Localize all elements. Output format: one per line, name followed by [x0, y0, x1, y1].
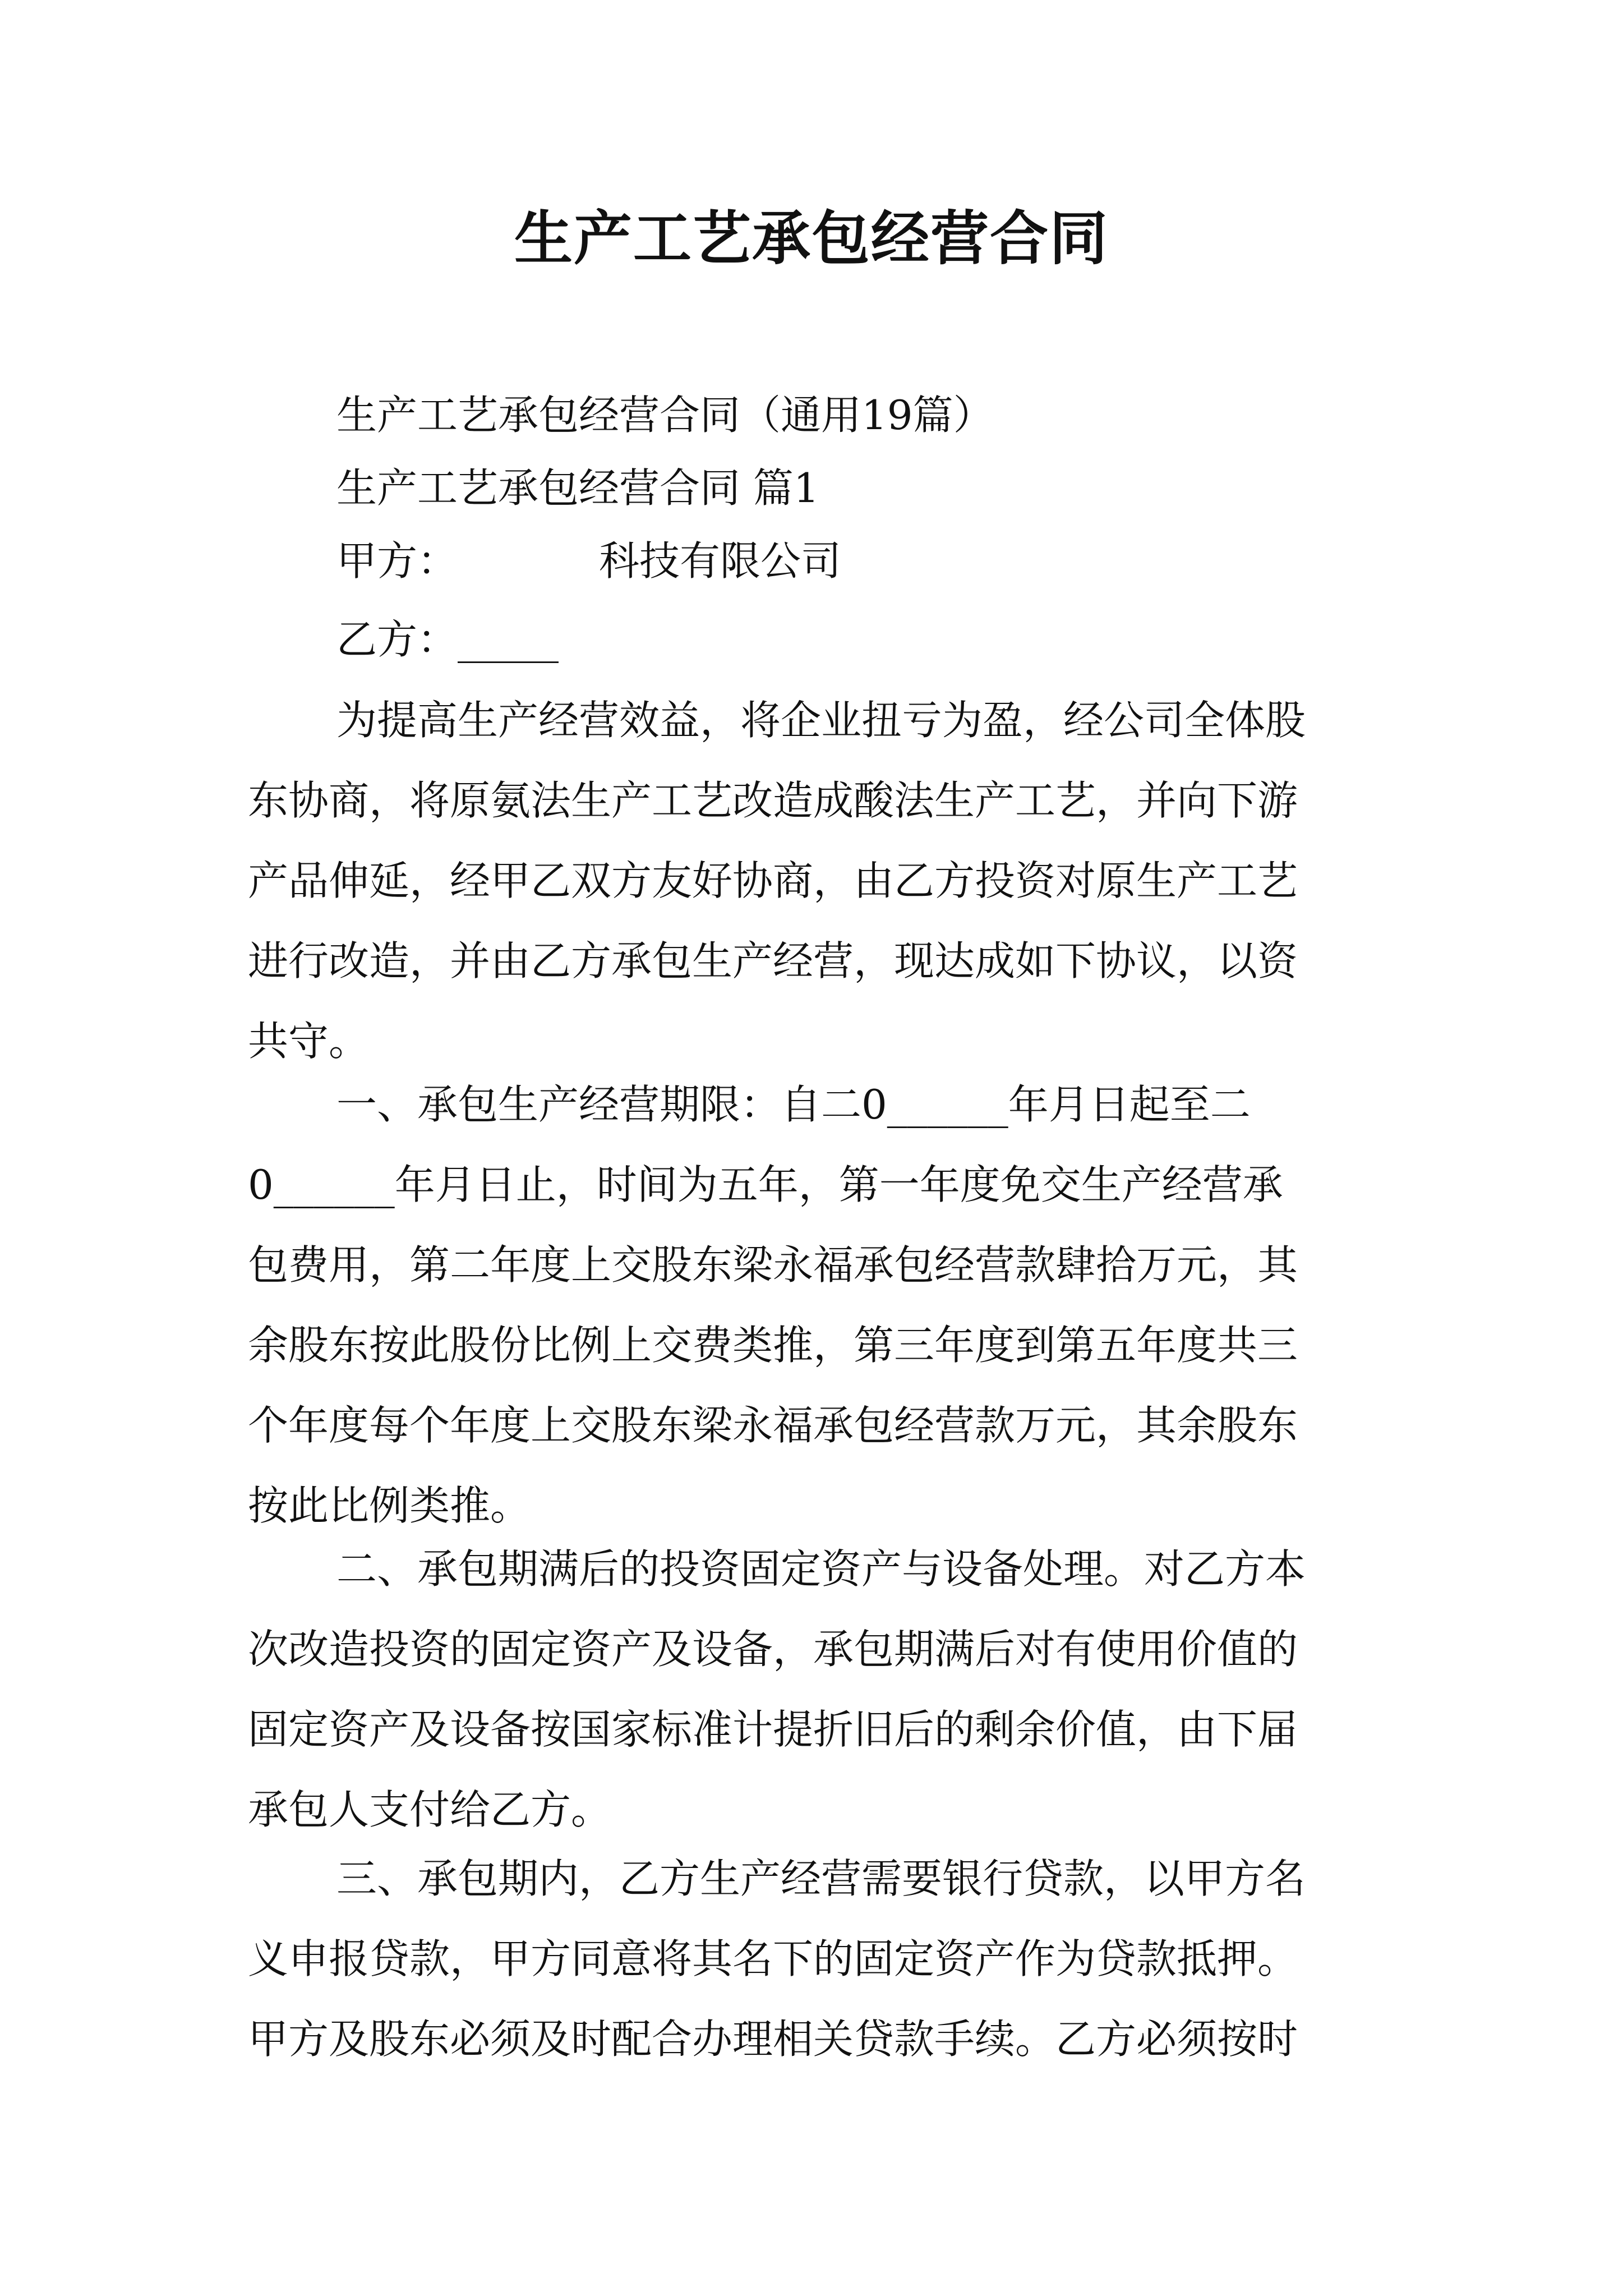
text-line: 为提高生产经营效益，将企业扭亏为盈，经公司全体股: [336, 697, 1306, 744]
text-line: 二、承包期满后的投资固定资产与设备处理。对乙方本: [336, 1545, 1306, 1593]
text-line: 义申报贷款，甲方同意将其名下的固定资产作为贷款抵押。: [248, 1935, 1298, 1982]
document-subtitle: 生产工艺承包经营合同（通用19篇）: [336, 392, 994, 439]
party-a-line: 甲方： 科技有限公司: [336, 537, 842, 585]
text-line: 东协商，将原氨法生产工艺改造成酸法生产工艺，并向下游: [248, 777, 1298, 824]
paragraph-clause-2: [248, 1529, 1375, 1850]
paragraph-clause-1: [248, 1065, 1375, 1546]
text-line: 固定资产及设备按国家标准计提折旧后的剩余价值，由下届: [248, 1706, 1298, 1753]
text-line: 0______年月日止，时间为五年，第一年度免交生产经营承: [248, 1161, 1283, 1208]
section-heading: 生产工艺承包经营合同 篇1: [336, 464, 819, 512]
text-line: 甲方及股东必须及时配合办理相关贷款手续。乙方必须按时: [248, 2016, 1298, 2063]
text-line: 共守。: [248, 1018, 370, 1065]
text-line: 余股东按此股份比例上交费类推，第三年度到第五年度共三: [248, 1322, 1298, 1369]
text-line: 个年度每个年度上交股东梁永福承包经营款万元，其余股东: [248, 1402, 1298, 1449]
document-title: 生产工艺承包经营合同: [514, 204, 1109, 273]
text-line: 进行改造，并由乙方承包生产经营，现达成如下协议，以资: [248, 937, 1298, 984]
text-line: 产品伸延，经甲乙双方友好协商，由乙方投资对原生产工艺: [248, 857, 1298, 904]
paragraph-preamble: [248, 680, 1375, 1082]
text-line: 承包人支付给乙方。: [248, 1786, 612, 1833]
paragraph-clause-3: [248, 1839, 1375, 2079]
text-line: 按此比例类推。: [248, 1482, 531, 1529]
text-line: 一、承包生产经营期限：自二0______年月日起至二: [336, 1081, 1251, 1128]
party-b-line: 乙方：_____: [336, 616, 559, 663]
text-line: 次改造投资的固定资产及设备，承包期满后对有使用价值的: [248, 1626, 1298, 1673]
text-line: 包费用，第二年度上交股东梁永福承包经营款肆拾万元，其: [248, 1241, 1298, 1289]
text-line: 三、承包期内，乙方生产经营需要银行贷款，以甲方名: [336, 1855, 1306, 1902]
